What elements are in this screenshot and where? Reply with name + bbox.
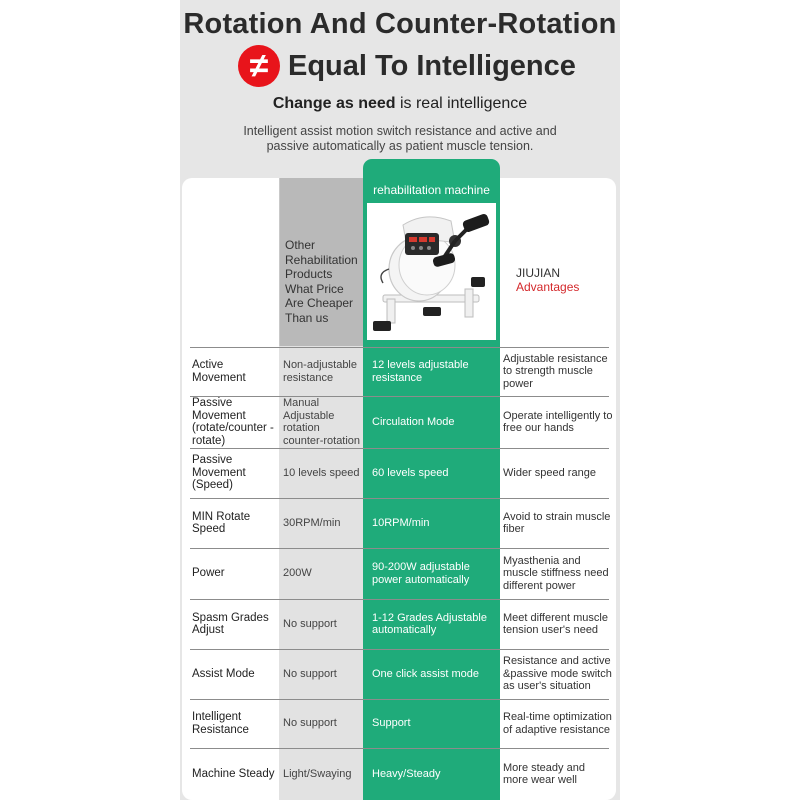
brand-advantages-heading	[516, 266, 579, 294]
feature-label: Spasm Grades Adjust	[192, 611, 269, 636]
advantage-value: Real-time optimization of adaptive resistance	[503, 711, 612, 736]
other-value: Light/Swaying	[283, 767, 352, 780]
our-value: 60 levels speed	[372, 466, 449, 479]
other-value: 10 levels speed	[283, 466, 360, 479]
feature-label: Machine Steady	[192, 767, 275, 780]
headline-line2	[238, 44, 576, 88]
advantage-value: Meet different muscle tension user's need	[503, 611, 608, 636]
feature-label: Passive Movement (Speed)	[192, 454, 246, 492]
subtitle-rest: is real intelligence	[395, 95, 528, 112]
rehab-machine-image	[367, 203, 496, 340]
subtitle-bold: Change as need	[272, 95, 396, 112]
other-products-heading: Other Rehabilitation Products What Price Are Cheaper Than us	[285, 238, 358, 325]
advantage-value: Resistance and active &passive mode switch as user's situation	[503, 655, 612, 693]
our-value: One click assist mode	[372, 667, 479, 680]
table-row	[190, 548, 609, 599]
header-divider-left	[279, 178, 280, 346]
other-value: 200W	[283, 567, 312, 580]
advantage-value: Myasthenia and muscle stiffness need different power	[503, 554, 609, 592]
our-value: 90-200W adjustable power automatically	[372, 561, 470, 586]
feature-label: Intelligent Resistance	[192, 711, 249, 736]
table-row	[190, 498, 609, 548]
description-line2: passive automatically as patient muscle tension.	[266, 139, 534, 153]
our-value: Heavy/Steady	[372, 767, 441, 780]
feature-label: Power	[192, 567, 225, 580]
advantage-value: Avoid to strain muscle fiber	[503, 510, 611, 535]
advantage-value: More steady and more wear well	[503, 761, 585, 786]
our-value: Circulation Mode	[372, 415, 455, 428]
table-row	[190, 649, 612, 699]
our-product-title: rehabilitation machine	[373, 183, 490, 197]
table-row	[190, 599, 609, 649]
other-value: 30RPM/min	[283, 516, 341, 529]
table-row	[190, 448, 609, 498]
headline-line1: Rotation And Counter-Rotation	[183, 8, 617, 40]
advantage-value: Wider speed range	[503, 466, 596, 479]
rehab-machine-illustration	[367, 203, 496, 340]
table-row	[190, 347, 609, 396]
feature-label: Passive Movement (rotate/counter -rotate)	[192, 397, 274, 447]
our-value: Support	[372, 717, 411, 730]
advantage-value: Adjustable resistance to strength muscle power	[503, 352, 608, 390]
feature-label: Active Movement	[192, 359, 246, 384]
our-value: 10RPM/min	[372, 516, 430, 529]
table-row	[190, 699, 612, 748]
other-value: Manual Adjustable rotation counter-rotation	[283, 397, 361, 447]
headline-line2-text: Equal To Intelligence	[288, 49, 576, 82]
our-value: 12 levels adjustable resistance	[372, 359, 469, 384]
advantage-value: Operate intelligently to free our hands	[503, 409, 613, 434]
not-equal-icon: ≠	[238, 45, 280, 87]
subtitle	[0, 95, 800, 113]
brand-name: JIUJIAN	[516, 266, 561, 280]
other-value: No support	[283, 667, 337, 680]
other-value: No support	[283, 717, 337, 730]
table-row	[190, 748, 609, 800]
brand-advantages-label: Advantages	[516, 280, 580, 294]
table-row	[190, 396, 613, 448]
other-value: No support	[283, 617, 337, 630]
feature-label: MIN Rotate Speed	[192, 510, 251, 535]
description-line1: Intelligent assist motion switch resistance and active and	[243, 124, 557, 138]
description	[0, 124, 800, 154]
feature-label: Assist Mode	[192, 667, 255, 680]
other-value: Non-adjustable resistance	[283, 359, 357, 384]
our-value: 1-12 Grades Adjustable automatically	[372, 611, 487, 636]
